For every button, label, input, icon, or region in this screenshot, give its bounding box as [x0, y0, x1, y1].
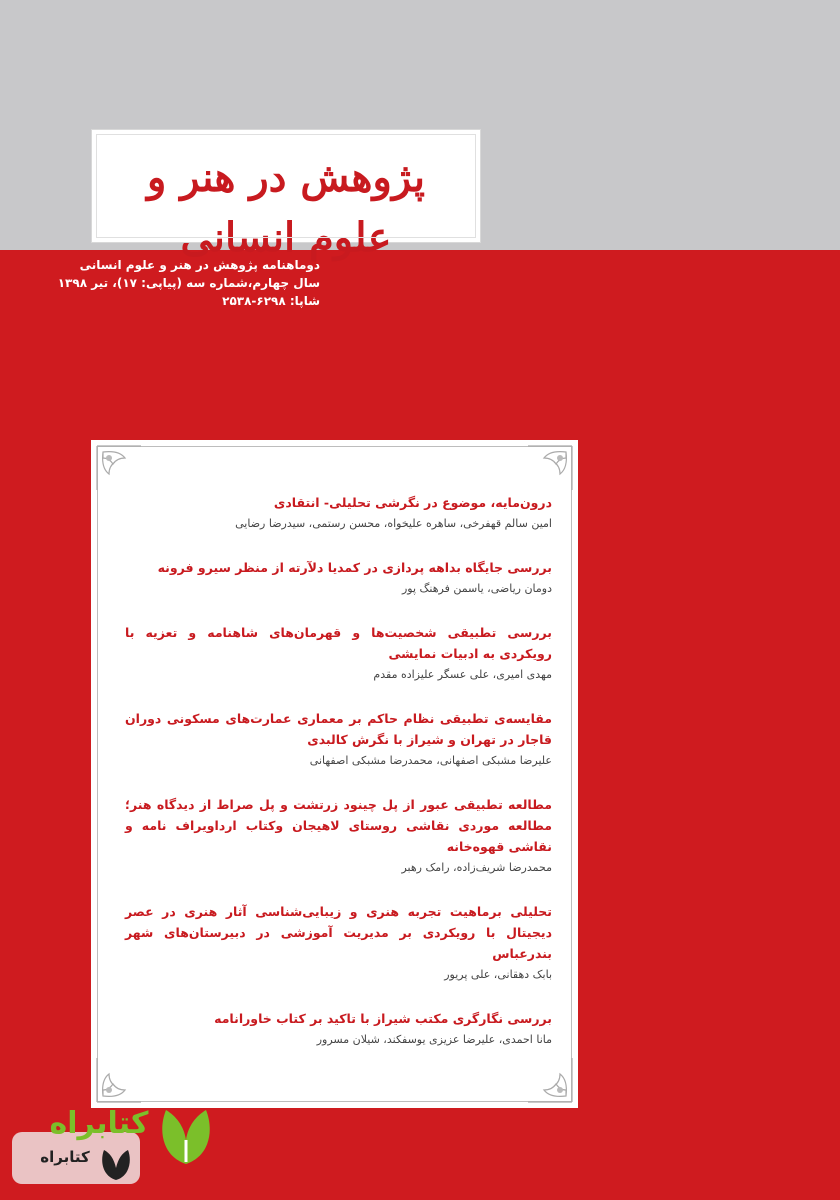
journal-meta [57, 256, 320, 310]
article-title: بررسی نگارگری مکتب شیراز با تاکید بر کتاب خاورانامه [214, 1011, 552, 1026]
article-title: بررسی جایگاه بداهه پردازی در کمدیا دلآرته از منظر سیرو فرونه [157, 560, 552, 575]
list-item[interactable] [125, 708, 552, 770]
watermark-brand: کتابراه [49, 1106, 149, 1141]
article-authors: محمدرضا شریف‌زاده، رامک رهبر [401, 861, 552, 874]
watermark-brand-small: کتابراه [40, 1148, 90, 1166]
article-authors: مهدی امیری، علی عسگر علیزاده مقدم [373, 668, 552, 681]
article-authors: امین سالم قهفرخی، ساهره علیخواه، محسن رستمی، سیدرضا رضایی [235, 517, 552, 530]
article-authors: دومان ریاضی، یاسمن فرهنگ پور [401, 582, 552, 595]
article-list [125, 492, 552, 1073]
list-item[interactable] [125, 794, 552, 877]
list-item[interactable] [125, 1008, 552, 1049]
article-title: مقایسه‌ی تطبیقی نظام حاکم بر معماری عمارت‌های مسکونی دوران قاجار در تهران و شیراز با نگرش کالبدی [125, 711, 552, 747]
article-authors: بابک دهقانی، علی پریور [444, 968, 552, 981]
ornament-corner-icon [526, 444, 574, 492]
table-of-contents [91, 440, 578, 1108]
ornament-corner-icon [95, 444, 143, 492]
list-item[interactable] [125, 901, 552, 984]
article-authors: مانا احمدی، علیرضا عزیزی یوسفکند، شیلان مسرور [316, 1033, 552, 1046]
list-item[interactable] [125, 557, 552, 598]
ketabrah-watermark [8, 1092, 218, 1192]
journal-title: پژوهش در هنر و علوم انسانی [146, 154, 426, 261]
article-authors: علیرضا مشبکی اصفهانی، محمدرضا مشبکی اصفهانی [309, 754, 552, 767]
book-leaf-icon [98, 1144, 134, 1182]
journal-issn: شاپا: ۶۲۹۸-۲۵۳۸ [222, 294, 320, 308]
article-title: درون‌مایه، موضوع در نگرشی تحلیلی- انتقادی [273, 495, 552, 510]
article-title: بررسی تطبیقی شخصیت‌ها و قهرمان‌های شاهنامه و تعزیه با رویکردی به ادبیات نمایشی [125, 625, 552, 661]
journal-subtitle: دوماهنامه پژوهش در هنر و علوم انسانی [79, 258, 320, 272]
journal-title-box [91, 129, 481, 261]
journal-issue: سال چهارم،شماره سه (پیاپی: ۱۷)، تیر ۱۳۹۸ [57, 276, 320, 290]
list-item[interactable] [125, 492, 552, 533]
book-leaf-icon [156, 1096, 216, 1168]
article-title: مطالعه تطبیقی عبور از پل چینود زرتشت و پل صراط از دیدگاه هنر؛ مطالعه موردی نقاشی روستای لاهیجان وکتاب ارداویراف نامه و نقاشی قهوه‌خانه [125, 797, 552, 854]
article-title: تحلیلی برماهیت تجربه هنری و زیبایی‌شناسی آثار هنری در عصر دیجیتال با رویکردی بر مدیریت آموزشی در دبیرستان‌های شهر بندرعباس [125, 904, 552, 961]
list-item[interactable] [125, 622, 552, 684]
